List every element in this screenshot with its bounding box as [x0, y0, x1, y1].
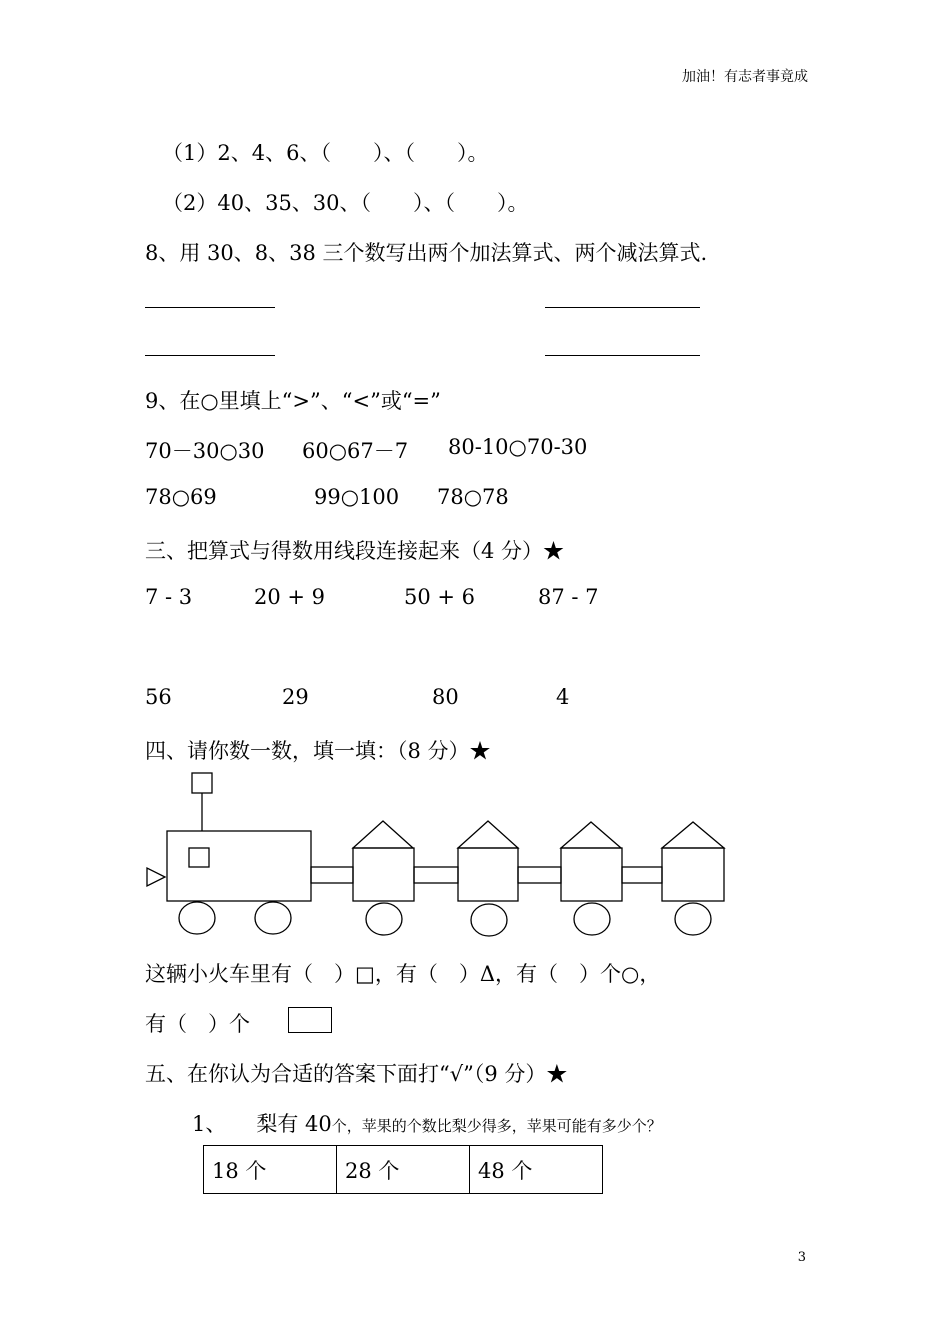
question-8: 8、用 30、8、38 三个数写出两个加法算式、两个减法算式.: [145, 241, 708, 265]
count-question-rectangle: 有（ ）个: [145, 1012, 250, 1036]
sequence-question-1: （1）2、4、6、（ ）、（ ）。: [162, 141, 489, 165]
page-number: 3: [797, 1250, 806, 1265]
compare-item: 78○78: [437, 485, 509, 509]
compare-item: 60○67－7: [302, 439, 409, 463]
result: 29: [282, 685, 309, 709]
wheel-circle: [255, 902, 291, 934]
section-3-heading: 三、把算式与得数用线段连接起来（4 分）★: [145, 539, 565, 563]
square-shape: [458, 848, 518, 901]
wheel-circle: [675, 903, 711, 935]
compare-item: 80-10○70-30: [448, 435, 588, 459]
answer-option-28[interactable]: 28 个: [337, 1146, 470, 1194]
square-shape: [353, 848, 414, 901]
triangle-shape: [353, 821, 413, 848]
triangle-shape: [458, 821, 518, 848]
compare-item: 99○100: [314, 485, 400, 509]
section-4-heading: 四、请你数一数，填一填：（8 分）★: [145, 739, 491, 763]
rectangle-shape: [288, 1007, 332, 1033]
triangle-shape: [147, 868, 165, 886]
result: 80: [432, 685, 459, 709]
answer-option-18[interactable]: 18 个: [204, 1146, 337, 1194]
question-number: 1、: [192, 1112, 227, 1136]
triangle-shape: [561, 822, 621, 848]
triangle-shape: [662, 822, 724, 848]
question-text-small: 个，苹果的个数比梨少得多，苹果可能有多少个？: [331, 1117, 662, 1135]
result: 4: [556, 685, 570, 709]
sequence-question-2: （2）40、35、30、（ ）、（ ）。: [162, 191, 529, 215]
section-5-heading: 五、在你认为合适的答案下面打“√”（9 分）★: [145, 1062, 568, 1086]
wheel-circle: [366, 903, 402, 935]
wheel-circle: [471, 904, 507, 936]
expression: 7 - 3: [145, 585, 193, 609]
expression: 87 - 7: [538, 585, 599, 609]
square-shape: [192, 773, 212, 793]
compare-item: 70－30○30: [145, 439, 265, 463]
square-shape: [662, 848, 724, 901]
square-shape: [561, 848, 622, 901]
question-9: 9、在○里填上“>”、“<”或“=”: [145, 389, 441, 413]
expression: 20 + 9: [254, 585, 326, 609]
question-5-1: [192, 1108, 662, 1138]
answer-option-48[interactable]: 48 个: [470, 1146, 603, 1194]
compare-item: 78○69: [145, 485, 217, 509]
question-text: 梨有 40: [256, 1112, 332, 1136]
answer-options-table: [203, 1145, 603, 1194]
result: 56: [145, 685, 172, 709]
page-header: 加油！有志者事竟成: [682, 69, 808, 85]
square-shape: [189, 848, 209, 867]
expression: 50 + 6: [404, 585, 476, 609]
wheel-circle: [179, 902, 215, 934]
count-question: 这辆小火车里有（ ）□，有（ ）Δ，有（ ）个○，: [145, 962, 661, 986]
wheel-circle: [574, 903, 610, 935]
